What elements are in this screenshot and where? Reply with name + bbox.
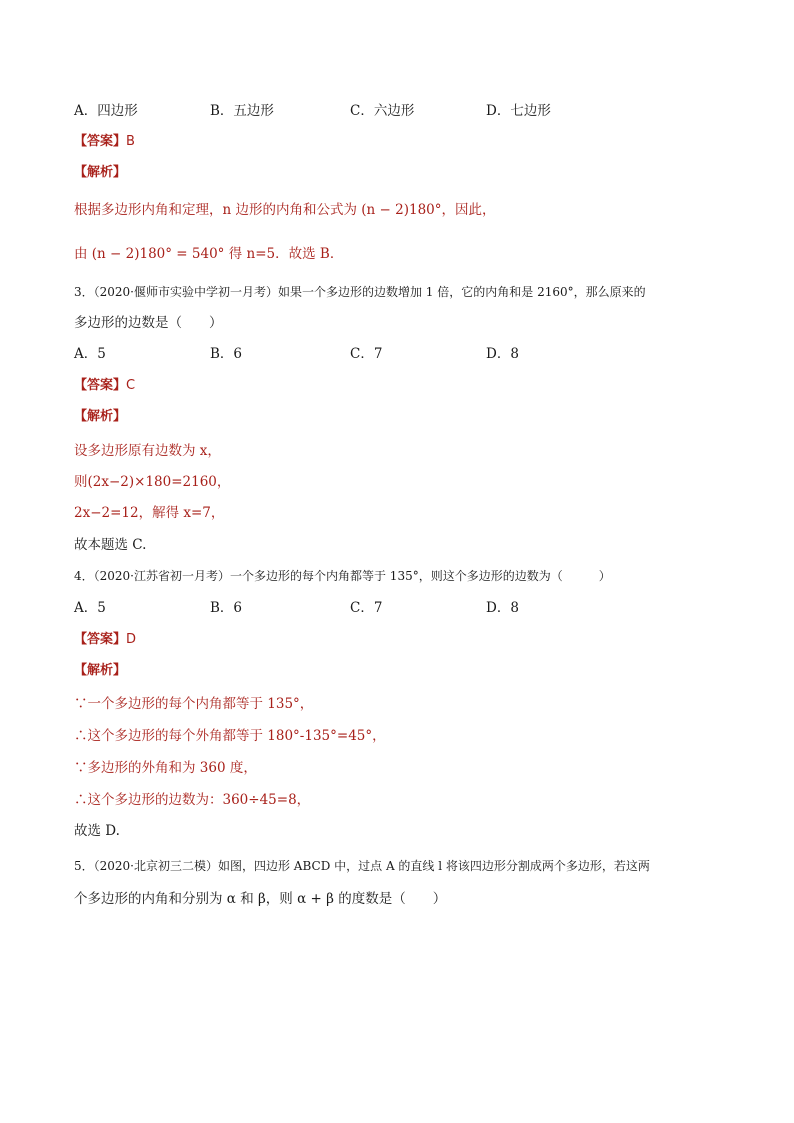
q3-option-d[interactable]: D．8	[486, 346, 519, 362]
q2-option-a[interactable]: A．四边形	[74, 103, 138, 119]
q3-option-a[interactable]: A．5	[74, 346, 106, 362]
q4-option-c[interactable]: C．7	[350, 600, 383, 616]
q3-option-c[interactable]: C．7	[350, 346, 383, 362]
q4-analysis-tag: 【解析】	[74, 663, 127, 678]
q4-option-a[interactable]: A．5	[74, 600, 106, 616]
q3-option-b[interactable]: B．6	[210, 346, 243, 362]
q3-stem-line-1: 3．（2020·偃师市实验中学初一月考）如果一个多边形的边数增加 1 倍，它的内角和是 2160°，那么原来的	[74, 285, 646, 299]
q2-analysis-line-1: 根据多边形内角和定理，n 边形的内角和公式为 (n − 2)180°，因此，	[74, 202, 496, 218]
q3-analysis-line-2: 则(2x−2)×180=2160，	[74, 474, 231, 490]
answer-value: D	[126, 632, 137, 647]
q2-answer	[74, 131, 135, 152]
q3-answer: 【答案】C	[74, 378, 136, 393]
q4-analysis-line-4: ∴这个多边形的边数为：360÷45=8，	[74, 792, 311, 808]
q2-option-b[interactable]: B．五边形	[210, 103, 274, 119]
q4-analysis-line-5: 故选 D.	[74, 823, 120, 839]
q4-analysis-line-1: ∵一个多边形的每个内角都等于 135°，	[74, 696, 314, 712]
answer-value: B	[126, 134, 135, 149]
q4-analysis-line-3: ∵多边形的外角和为 360 度，	[74, 760, 257, 776]
q5-stem-line-1: 5．（2020·北京初三二模）如图，四边形 ABCD 中，过点 A 的直线 l 将该四边形分割成两个多边形，若这两	[74, 859, 650, 873]
q4-stem-line-1: 4．（2020·江苏省初一月考）一个多边形的每个内角都等于 135°，则这个多边形的边数为（ ）	[74, 569, 611, 583]
q2-option-d[interactable]: D．七边形	[486, 103, 551, 119]
q3-analysis-line-3: 2x−2=12，解得 x=7，	[74, 505, 225, 521]
q4-option-b[interactable]: B．6	[210, 600, 243, 616]
answer-value: C	[126, 378, 136, 393]
q2-analysis-line-2: 由 (n − 2)180° = 540° 得 n=5．故选 B．	[74, 246, 344, 262]
q3-stem-line-2: 多边形的边数是（ ）	[74, 315, 223, 331]
q4-answer: 【答案】D	[74, 632, 137, 647]
q3-analysis-line-4: 故本题选 C.	[74, 537, 147, 553]
q2-analysis-tag: 【解析】	[74, 165, 127, 180]
q4-option-d[interactable]: D．8	[486, 600, 519, 616]
answer-tag: 【答案】	[74, 134, 127, 149]
q5-stem-line-2: 个多边形的内角和分别为 α 和 β，则 α + β 的度数是（ ）	[74, 891, 447, 907]
q4-analysis-line-2: ∴这个多边形的每个外角都等于 180°-135°=45°，	[74, 728, 386, 744]
q3-analysis-tag: 【解析】	[74, 409, 127, 424]
q2-option-c[interactable]: C．六边形	[350, 103, 415, 119]
q3-analysis-line-1: 设多边形原有边数为 x，	[74, 443, 221, 459]
